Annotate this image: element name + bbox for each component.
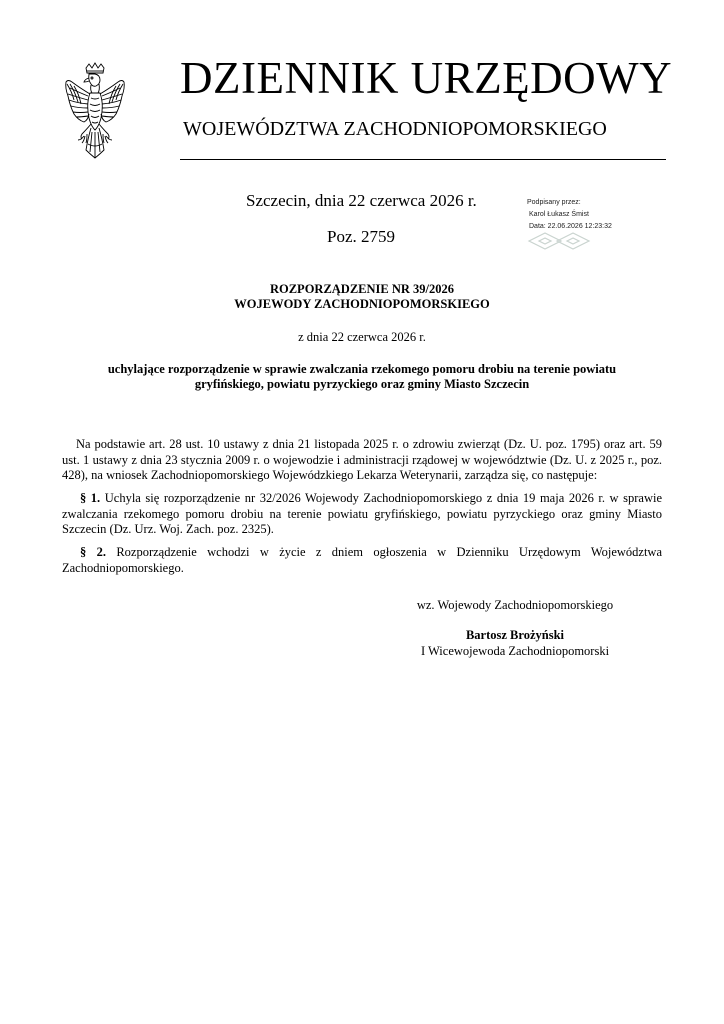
regulation-title-line2: WOJEWODY ZACHODNIOPOMORSKIEGO <box>234 297 490 311</box>
journal-title: DZIENNIK URZĘDOWY <box>180 53 673 103</box>
regulation-title-line1: ROZPORZĄDZENIE NR 39/2026 <box>269 282 455 296</box>
signatory-on-behalf: wz. Wojewody Zachodniopomorskiego <box>416 598 614 612</box>
electronic-signature-box <box>525 197 635 255</box>
section-1-mark: § 1. <box>80 491 101 505</box>
header-divider <box>180 159 666 160</box>
polish-eagle-emblem-icon <box>62 62 128 164</box>
signature-logo-icon <box>527 231 593 251</box>
legal-basis-paragraph: Na podstawie art. 28 ust. 10 ustawy z dnia 21 listopada 2025 r. o zdrowiu zwierząt (Dz. U. poz. 1795) oraz art. 59 ust. 1 ustawy z dnia 23 stycznia 2009 r. o wojewodzie i administracji rządowej w województwie (Dz. U. z 2025 r., poz. 428), na wniosek Zachodniopomorskiego Wojewódzkiego Lekarza Weterynarii, zarządza się, co następuje: <box>62 437 662 482</box>
signature-heading: Podpisany przez: <box>527 199 581 206</box>
section-2-paragraph <box>62 545 662 576</box>
section-1-text: Uchyla się rozporządzenie nr 32/2026 Wojewody Zachodniopomorskiego z dnia 19 maja 2026 r. w sprawie zwalczania rzekomego pomoru drobiu na terenie powiatu gryfińskiego, powiatu pyrzyckiego oraz gminy Miasto Szczecin (Dz. Urz. Woj. Zach. poz. 2325). <box>62 491 662 536</box>
section-1-paragraph <box>62 491 662 538</box>
position-number: Poz. 2759 <box>327 227 395 246</box>
signatory-role: I Wicewojewoda Zachodniopomorski <box>420 644 610 658</box>
regulation-subject-line2: gryfińskiego, powiatu pyrzyckiego oraz gminy Miasto Szczecin <box>194 377 530 391</box>
section-2-mark: § 2. <box>80 545 106 559</box>
regulation-date: z dnia 22 czerwca 2026 r. <box>298 330 426 344</box>
signature-name: Karol Łukasz Śmist <box>529 211 589 218</box>
regulation-subject <box>62 362 662 392</box>
place-and-date: Szczecin, dnia 22 czerwca 2026 r. <box>246 191 477 210</box>
journal-subtitle: WOJEWÓDZTWA ZACHODNIOPOMORSKIEGO <box>183 118 607 140</box>
regulation-subject-line1: uchylające rozporządzenie w sprawie zwalczania rzekomego pomoru drobiu na terenie powiatu <box>107 362 617 376</box>
section-2-text: Rozporządzenie wchodzi w życie z dniem ogłoszenia w Dzienniku Urzędowym Województwa Zachodniopomorskiego. <box>62 545 663 575</box>
signatory-name: Bartosz Brożyński <box>465 628 565 642</box>
regulation-title <box>62 282 662 312</box>
signature-date: Data: 22.06.2026 12:23:32 <box>529 223 612 230</box>
